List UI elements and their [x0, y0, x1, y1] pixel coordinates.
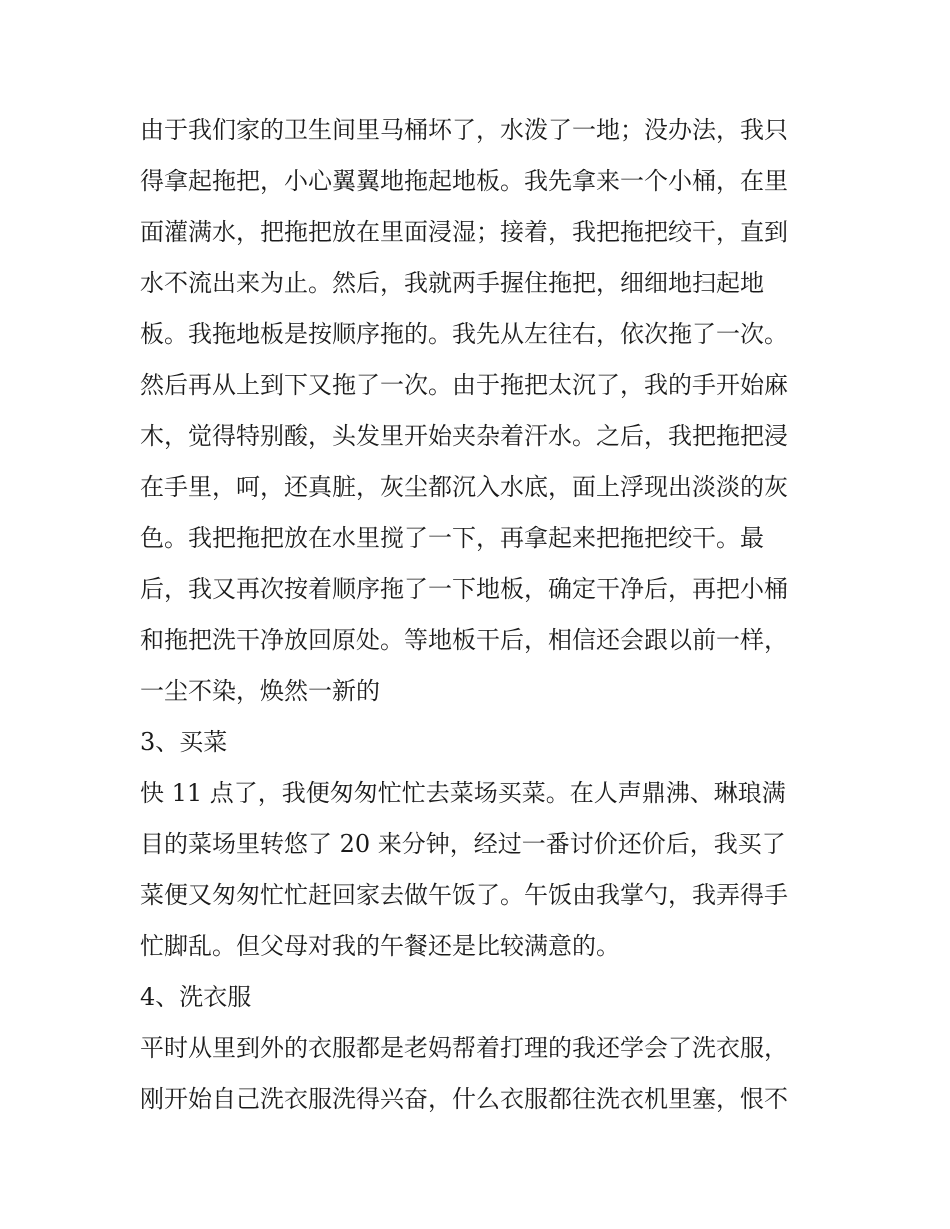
section-heading: 3、买菜 [140, 728, 228, 756]
text-line: 在手里，呵，还真脏，灰尘都沉入水底，面上浮现出淡淡的灰 [140, 473, 788, 501]
text-line: 目的菜场里转悠了 20 来分钟，经过一番讨价还价后，我买了 [140, 830, 786, 858]
document-body [140, 105, 820, 1125]
text-line: 后，我又再次按着顺序拖了一下地板，确定干净后，再把小桶 [140, 575, 788, 603]
text-line: 平时从里到外的衣服都是老妈帮着打理的我还学会了洗衣服， [140, 1034, 788, 1062]
text-line: 忙脚乱。但父母对我的午餐还是比较满意的。 [140, 932, 620, 960]
section-heading: 4、洗衣服 [140, 983, 252, 1011]
text-line: 然后再从上到下又拖了一次。由于拖把太沉了，我的手开始麻 [140, 371, 788, 399]
text-line: 一尘不染，焕然一新的 [140, 677, 380, 705]
text-line: 刚开始自己洗衣服洗得兴奋，什么衣服都往洗衣机里塞，恨不 [140, 1085, 788, 1113]
text-line: 由于我们家的卫生间里马桶坏了，水泼了一地；没办法，我只 [140, 116, 788, 144]
text-line: 菜便又匆匆忙忙赶回家去做午饭了。午饭由我掌勺，我弄得手 [140, 881, 788, 909]
text-line: 色。我把拖把放在水里搅了一下，再拿起来把拖把绞干。最 [140, 524, 764, 552]
text-line: 水不流出来为止。然后，我就两手握住拖把，细细地扫起地 [140, 269, 764, 297]
text-line: 板。我拖地板是按顺序拖的。我先从左往右，依次拖了一次。 [140, 320, 788, 348]
text-line: 面灌满水，把拖把放在里面浸湿；接着，我把拖把绞干，直到 [140, 218, 788, 246]
text-line: 木，觉得特别酸，头发里开始夹杂着汗水。之后，我把拖把浸 [140, 422, 788, 450]
text-line: 和拖把洗干净放回原处。等地板干后，相信还会跟以前一样， [140, 626, 788, 654]
text-line: 得拿起拖把，小心翼翼地拖起地板。我先拿来一个小桶，在里 [140, 167, 788, 195]
text-line: 快 11 点了，我便匆匆忙忙去菜场买菜。在人声鼎沸、琳琅满 [140, 779, 786, 807]
